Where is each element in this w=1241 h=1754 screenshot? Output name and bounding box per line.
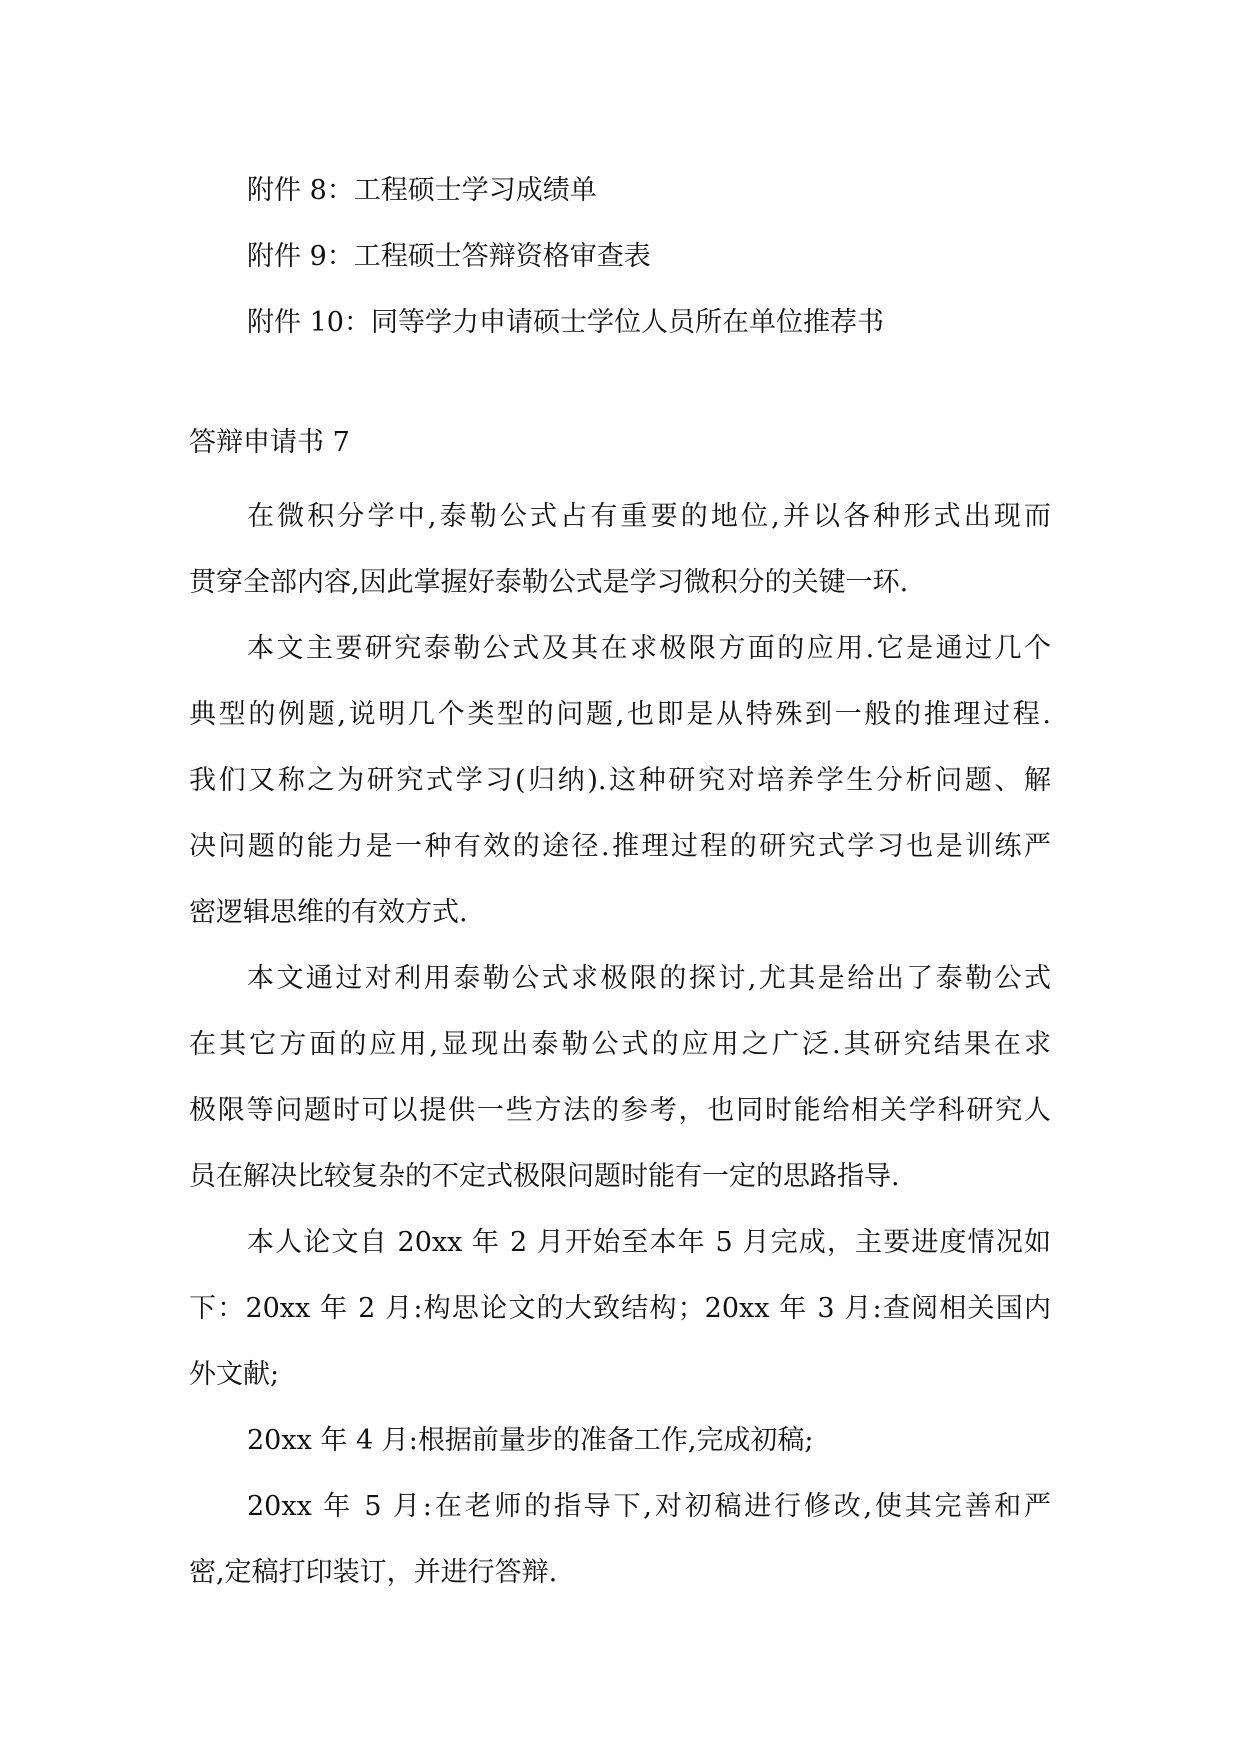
- paragraph-line: 20xx 年 4 月:根据前量步的准备工作,完成初稿;: [247, 1425, 814, 1456]
- attachment-list: [247, 158, 1147, 356]
- paragraph: [189, 1474, 1051, 1606]
- paragraph: [189, 1408, 1051, 1474]
- paragraph-line: 我们又称之为研究式学习(归纳).这种研究对培养学生分析问题、解: [189, 765, 1051, 796]
- paragraph: [189, 946, 1051, 1210]
- paragraph-line: 贯穿全部内容,因此掌握好泰勒公式是学习微积分的关键一环.: [189, 567, 909, 598]
- section-title: 答辩申请书 7: [189, 427, 350, 458]
- attachment-item: 附件 8：工程硕士学习成绩单: [247, 175, 597, 206]
- paragraph-line: 本人论文自 20xx 年 2 月开始至本年 5 月完成，主要进度情况如: [247, 1227, 1051, 1258]
- paragraph-line: 本文通过对利用泰勒公式求极限的探讨,尤其是给出了泰勒公式: [247, 963, 1051, 994]
- paragraph-line: 下：20xx 年 2 月:构思论文的大致结构；20xx 年 3 月:查阅相关国内: [189, 1293, 1051, 1324]
- paragraph-line: 极限等问题时可以提供一些方法的参考，也同时能给相关学科研究人: [189, 1095, 1051, 1126]
- paragraph-line: 密逻辑思维的有效方式.: [189, 897, 468, 928]
- paragraph-line: 在微积分学中,泰勒公式占有重要的地位,并以各种形式出现而: [247, 501, 1051, 532]
- paragraph-line: 20xx 年 5 月:在老师的指导下,对初稿进行修改,使其完善和严: [247, 1491, 1051, 1522]
- paragraph: [189, 1210, 1051, 1408]
- paragraph-line: 典型的例题,说明几个类型的问题,也即是从特殊到一般的推理过程.: [189, 699, 1051, 730]
- attachment-item: 附件 10：同等学力申请硕士学位人员所在单位推荐书: [247, 307, 884, 338]
- paragraph-line: 密,定稿打印装订，并进行答辩.: [189, 1557, 558, 1588]
- paragraph-line: 决问题的能力是一种有效的途径.推理过程的研究式学习也是训练严: [189, 831, 1051, 862]
- paragraph: [189, 484, 1051, 616]
- paragraph-line: 员在解决比较复杂的不定式极限问题时能有一定的思路指导.: [189, 1161, 900, 1192]
- paragraph-line: 在其它方面的应用,显现出泰勒公式的应用之广泛.其研究结果在求: [189, 1029, 1051, 1060]
- paragraph-line: 本文主要研究泰勒公式及其在求极限方面的应用.它是通过几个: [247, 633, 1051, 664]
- paragraph: [189, 616, 1051, 946]
- document-body: [189, 484, 1051, 1606]
- attachment-item: 附件 9：工程硕士答辩资格审查表: [247, 241, 651, 272]
- paragraph-line: 外文献;: [189, 1359, 280, 1390]
